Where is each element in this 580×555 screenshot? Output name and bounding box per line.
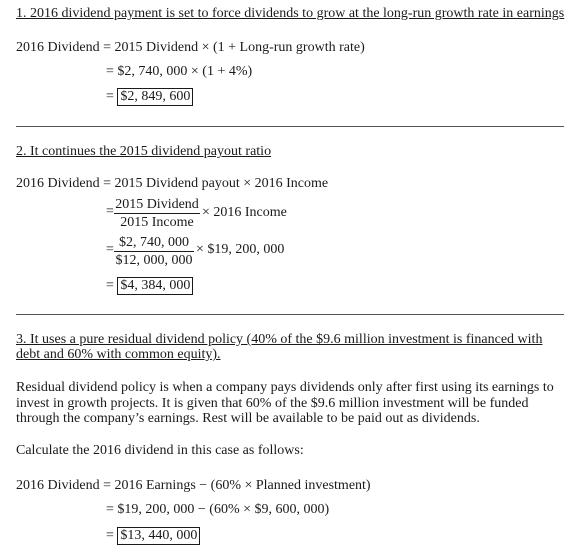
section-1-result-row bbox=[106, 88, 193, 106]
equals-sign: = bbox=[106, 242, 114, 257]
divider bbox=[16, 126, 564, 127]
fraction-numerator: $2, 740, 000 bbox=[119, 235, 189, 250]
fraction-multiplier: × $19, 200, 000 bbox=[196, 242, 285, 257]
section-2-result: $4, 384, 000 bbox=[117, 277, 193, 295]
fraction-dividend-over-income bbox=[114, 196, 200, 231]
section-3-substitution: = $19, 200, 000 − (60% × $9, 600, 000) bbox=[106, 502, 330, 517]
fraction-multiplier: × 2016 Income bbox=[202, 205, 287, 220]
section-3-result-row bbox=[106, 527, 200, 545]
fraction-denominator: $12, 000, 000 bbox=[115, 253, 193, 268]
section-1-heading: 1. 2016 dividend payment is set to force dividends to grow at the long-run growth rate in earnings bbox=[16, 6, 565, 21]
fraction-values bbox=[114, 234, 194, 269]
section-3-heading: 3. It uses a pure residual dividend policy (40% of the $9.6 million investment is financed with debt and 60% with common equity). bbox=[16, 332, 543, 362]
section-1-substitution: = $2, 740, 000 × (1 + 4%) bbox=[106, 64, 253, 79]
equals-sign: = bbox=[106, 528, 114, 543]
equals-sign: = bbox=[106, 89, 114, 104]
section-2-result-row bbox=[106, 277, 193, 295]
section-1-result: $2, 849, 600 bbox=[117, 88, 193, 106]
section-1-formula: 2016 Dividend = 2015 Dividend × (1 + Long-run growth rate) bbox=[16, 40, 365, 55]
fraction-denominator: 2015 Income bbox=[120, 215, 194, 230]
section-3-result: $13, 440, 000 bbox=[117, 527, 200, 545]
fraction-numerator: 2015 Dividend bbox=[115, 197, 199, 212]
section-2-formula: 2016 Dividend = 2015 Dividend payout × 2016 Income bbox=[16, 176, 329, 191]
section-3-instruction: Calculate the 2016 dividend in this case as follows: bbox=[16, 443, 304, 458]
equals-sign: = bbox=[106, 204, 114, 219]
section-2-heading: 2. It continues the 2015 dividend payout ratio bbox=[16, 144, 272, 159]
section-3-paragraph: Residual dividend policy is when a company pays dividends only after first using its earnings to invest in growth projects. It is given that 60% of the $9.6 million investment will be funded through the company’s earnings. Rest will be available to be paid out as dividends. bbox=[16, 380, 554, 426]
equals-sign: = bbox=[106, 278, 114, 293]
section-3-formula: 2016 Dividend = 2016 Earnings − (60% × Planned investment) bbox=[16, 478, 371, 493]
divider bbox=[16, 314, 564, 315]
